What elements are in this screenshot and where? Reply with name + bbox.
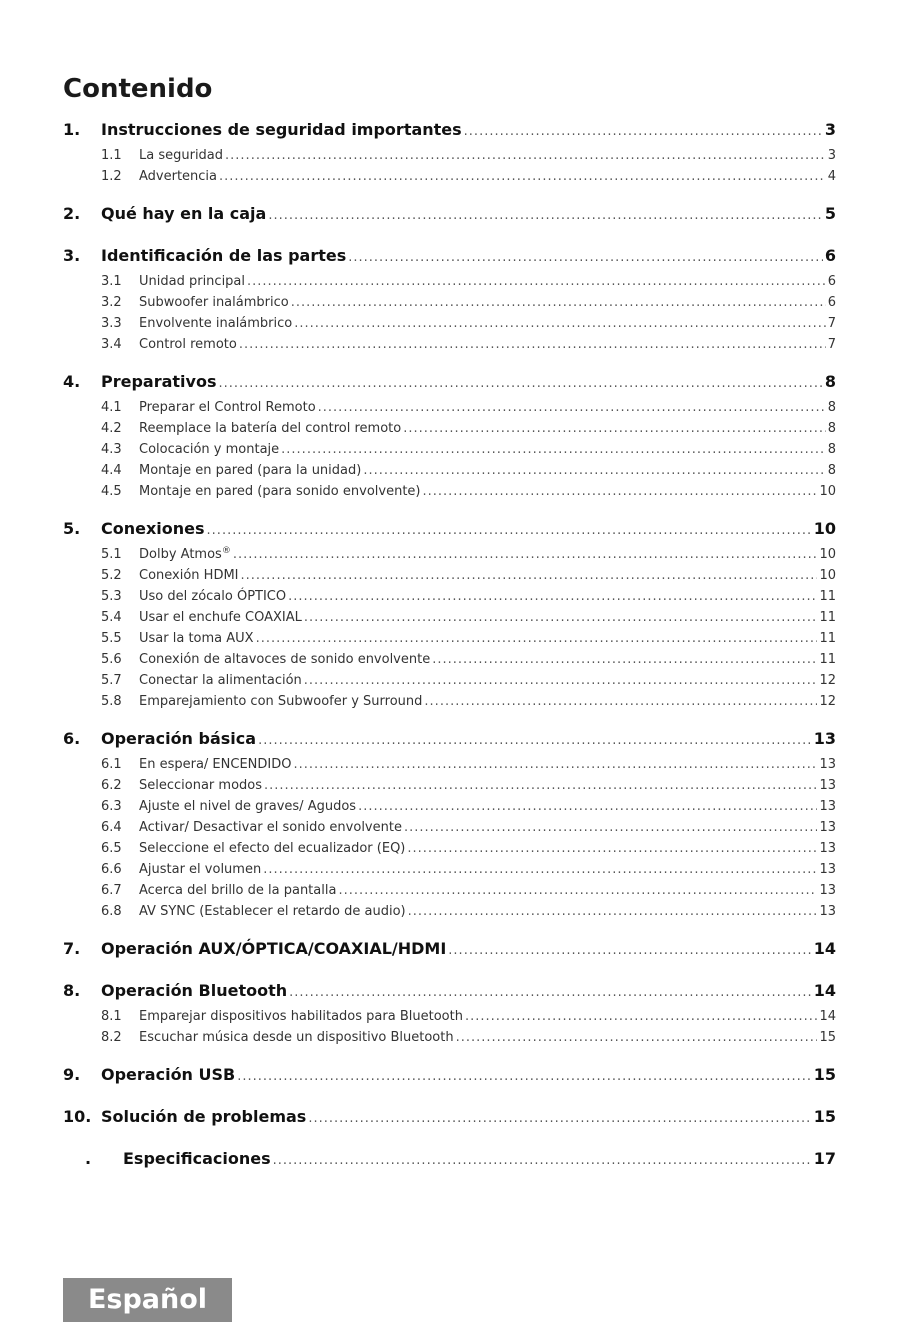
section-title: Operación básica	[101, 729, 257, 748]
toc-subentry[interactable]	[63, 586, 836, 607]
dot-leader	[423, 481, 818, 502]
toc-entry[interactable]	[63, 724, 836, 754]
toc-subentry[interactable]	[63, 418, 836, 439]
subsection-number: 5.3	[101, 589, 122, 604]
subsection-title	[139, 145, 223, 166]
page-number: 13	[819, 820, 836, 835]
dot-leader	[293, 754, 817, 775]
section-title: Solución de problemas	[101, 1107, 307, 1126]
section-number: 6.	[63, 729, 81, 748]
toc-subentry[interactable]	[63, 775, 836, 796]
subsection-number: 3.4	[101, 337, 122, 352]
toc-entry[interactable]	[63, 367, 836, 397]
page-number: 8	[827, 400, 836, 415]
toc-subentry[interactable]	[63, 481, 836, 502]
subsection-title-text: Emparejar dispositivos habilitados para Bluetooth	[139, 1009, 463, 1024]
subsection-title	[139, 649, 430, 670]
toc-subentry[interactable]	[63, 292, 836, 313]
subsection-title	[139, 880, 336, 901]
registered-mark: ®	[221, 546, 231, 556]
page-number: 10	[819, 547, 836, 562]
subsection-number: 6.6	[101, 862, 122, 877]
section-number: 10.	[63, 1107, 92, 1126]
dot-leader	[308, 1104, 811, 1134]
section-number: 3.	[63, 246, 81, 265]
subsection-title-text: AV SYNC (Establecer el retardo de audio)	[139, 904, 406, 919]
subsection-title	[139, 565, 239, 586]
dot-leader	[363, 460, 825, 481]
dot-leader	[247, 271, 826, 292]
section-title: Identificación de las partes	[101, 246, 347, 265]
page-number: 11	[819, 631, 836, 646]
subsection-number: 3.3	[101, 316, 122, 331]
page-number: 15	[813, 1107, 836, 1126]
dot-leader	[268, 201, 823, 231]
subsection-title-text: Ajustar el volumen	[139, 862, 262, 877]
table-of-contents	[63, 115, 836, 1186]
dot-leader	[239, 334, 826, 355]
dot-leader	[264, 775, 817, 796]
subsection-title	[139, 817, 402, 838]
toc-subentry[interactable]	[63, 880, 836, 901]
page-number: 4	[827, 169, 836, 184]
subsection-number: 1.1	[101, 148, 122, 163]
toc-subentry[interactable]	[63, 817, 836, 838]
subsection-title	[139, 418, 401, 439]
page-number: 6	[827, 295, 836, 310]
toc-subentry[interactable]	[63, 460, 836, 481]
page-number: 13	[819, 862, 836, 877]
subsection-number: 5.2	[101, 568, 122, 583]
subsection-title	[139, 838, 405, 859]
page-number: 14	[819, 1009, 836, 1024]
section-title: Operación Bluetooth	[101, 981, 288, 1000]
page-number: 11	[819, 589, 836, 604]
subsection-number: 3.2	[101, 295, 122, 310]
subsection-title	[139, 775, 262, 796]
subsection-title-text: Uso del zócalo ÓPTICO	[139, 589, 287, 604]
dot-leader	[358, 796, 817, 817]
dot-leader	[465, 1006, 818, 1027]
subsection-title	[139, 628, 254, 649]
toc-entry[interactable]	[63, 199, 836, 229]
toc-subentry[interactable]	[63, 271, 836, 292]
page-number: 15	[813, 1065, 836, 1084]
dot-leader	[219, 166, 826, 187]
subsection-title-text: Activar/ Desactivar el sonido envolvente	[139, 820, 402, 835]
dot-leader	[403, 418, 826, 439]
page-number: 5	[824, 204, 836, 223]
page-number: 13	[813, 729, 836, 748]
dot-leader	[348, 243, 823, 273]
dot-leader	[291, 292, 826, 313]
dot-leader	[318, 397, 826, 418]
language-tab: Español	[63, 1278, 232, 1322]
subsection-number: 5.4	[101, 610, 122, 625]
subsection-number: 3.1	[101, 274, 122, 289]
subsection-number: 8.2	[101, 1030, 122, 1045]
toc-subentry[interactable]	[63, 439, 836, 460]
section-number: .	[85, 1149, 92, 1168]
subsection-number: 8.1	[101, 1009, 122, 1024]
subsection-title-text: La seguridad	[139, 148, 224, 163]
subsection-number: 4.5	[101, 484, 122, 499]
subsection-number: 4.1	[101, 400, 122, 415]
subsection-title	[139, 544, 231, 565]
dot-leader	[404, 817, 817, 838]
subsection-number: 5.1	[101, 547, 122, 562]
section-title: Conexiones	[101, 519, 205, 538]
toc-section	[63, 199, 836, 229]
toc-section	[63, 115, 836, 187]
section-title: Especificaciones	[123, 1149, 271, 1168]
dot-leader	[258, 726, 812, 756]
subsection-number: 6.4	[101, 820, 122, 835]
page-number: 12	[819, 673, 836, 688]
subsection-title-text: Control remoto	[139, 337, 237, 352]
subsection-number: 6.1	[101, 757, 122, 772]
page-number: 17	[813, 1149, 836, 1168]
dot-leader	[407, 838, 817, 859]
subsection-title	[139, 754, 291, 775]
dot-leader	[281, 439, 826, 460]
toc-subentry[interactable]	[63, 901, 836, 922]
page-number: 3	[827, 148, 836, 163]
page-number: 6	[824, 246, 836, 265]
subsection-number: 5.5	[101, 631, 122, 646]
page-number: 14	[813, 939, 836, 958]
section-number: 4.	[63, 372, 81, 391]
toc-subentry[interactable]	[63, 397, 836, 418]
page-number: 8	[827, 421, 836, 436]
subsection-title-text: Reemplace la batería del control remoto	[139, 421, 402, 436]
toc-subentry[interactable]	[63, 166, 836, 187]
toc-subentry[interactable]	[63, 628, 836, 649]
subsection-title	[139, 1027, 454, 1048]
page-number: 3	[824, 120, 836, 139]
subsection-title-text: Montaje en pared (para la unidad)	[139, 463, 362, 478]
page-number: 13	[819, 757, 836, 772]
page-number: 11	[819, 610, 836, 625]
toc-section	[63, 367, 836, 502]
dot-leader	[207, 516, 812, 546]
toc-section	[63, 514, 836, 712]
subsection-title	[139, 313, 292, 334]
toc-entry[interactable]	[63, 241, 836, 271]
subsection-number: 5.6	[101, 652, 122, 667]
subsection-number: 6.7	[101, 883, 122, 898]
dot-leader	[456, 1027, 818, 1048]
subsection-title-text: Acerca del brillo de la pantalla	[139, 883, 337, 898]
subsection-title	[139, 859, 261, 880]
subsection-title	[139, 1006, 463, 1027]
page-number: 13	[819, 883, 836, 898]
dot-leader	[237, 1062, 812, 1092]
page-number: 10	[819, 484, 836, 499]
subsection-title	[139, 460, 361, 481]
subsection-title-text: Usar la toma AUX	[139, 631, 254, 646]
subsection-number: 4.4	[101, 463, 122, 478]
dot-leader	[304, 607, 818, 628]
section-title: Preparativos	[101, 372, 217, 391]
toc-subentry[interactable]	[63, 691, 836, 712]
toc-section	[63, 1060, 836, 1090]
subsection-title-text: Preparar el Control Remoto	[139, 400, 316, 415]
page-title: Contenido	[63, 74, 213, 104]
dot-leader	[241, 565, 818, 586]
subsection-title-text: En espera/ ENCENDIDO	[139, 757, 292, 772]
toc-subentry[interactable]	[63, 1027, 836, 1048]
toc-section	[63, 241, 836, 355]
subsection-title	[139, 292, 289, 313]
dot-leader	[408, 901, 818, 922]
dot-leader	[288, 586, 817, 607]
toc-subentry[interactable]	[63, 334, 836, 355]
toc-entry[interactable]	[63, 115, 836, 145]
subsection-number: 6.8	[101, 904, 122, 919]
section-number: 1.	[63, 120, 81, 139]
subsection-title	[139, 607, 302, 628]
dot-leader	[432, 649, 817, 670]
subsection-number: 5.8	[101, 694, 122, 709]
subsection-number: 4.2	[101, 421, 122, 436]
page-number: 13	[819, 799, 836, 814]
subsection-title-text: Usar el enchufe COAXIAL	[139, 610, 302, 625]
dot-leader	[233, 544, 818, 565]
dot-leader	[263, 859, 817, 880]
toc-subentry[interactable]	[63, 607, 836, 628]
toc-entry[interactable]	[63, 1102, 836, 1132]
dot-leader	[256, 628, 818, 649]
dot-leader	[289, 978, 812, 1008]
page-number: 13	[819, 841, 836, 856]
subsection-title	[139, 166, 217, 187]
subsection-title	[139, 439, 279, 460]
toc-subentry[interactable]	[63, 859, 836, 880]
subsection-title-text: Emparejamiento con Subwoofer y Surround	[139, 694, 423, 709]
dot-leader	[218, 369, 822, 399]
subsection-title-text: Conexión de altavoces de sonido envolvente	[139, 652, 431, 667]
toc-subentry[interactable]	[63, 544, 836, 565]
subsection-title-text: Montaje en pared (para sonido envolvente)	[139, 484, 421, 499]
toc-subentry[interactable]	[63, 565, 836, 586]
dot-leader	[424, 691, 817, 712]
page-number: 14	[813, 981, 836, 1000]
subsection-title-text: Unidad principal	[139, 274, 246, 289]
subsection-title	[139, 691, 422, 712]
dot-leader	[225, 145, 826, 166]
dot-leader	[464, 117, 823, 147]
dot-leader	[448, 936, 811, 966]
section-number: 8.	[63, 981, 81, 1000]
subsection-title-text: Seleccionar modos	[139, 778, 262, 793]
subsection-number: 5.7	[101, 673, 122, 688]
page-number: 7	[827, 316, 836, 331]
section-title: Instrucciones de seguridad importantes	[101, 120, 462, 139]
toc-subentry[interactable]	[63, 754, 836, 775]
subsection-title-text: Ajuste el nivel de graves/ Agudos	[139, 799, 357, 814]
subsection-title-text: Subwoofer inalámbrico	[139, 295, 289, 310]
subsection-number: 6.3	[101, 799, 122, 814]
page-number: 6	[827, 274, 836, 289]
dot-leader	[304, 670, 818, 691]
subsection-number: 6.5	[101, 841, 122, 856]
subsection-title-text: Envolvente inalámbrico	[139, 316, 293, 331]
subsection-title	[139, 901, 406, 922]
subsection-title-text: Colocación y montaje	[139, 442, 280, 457]
subsection-title-text: Dolby Atmos	[139, 547, 222, 562]
toc-entry[interactable]	[63, 934, 836, 964]
dot-leader	[294, 313, 825, 334]
toc-entry[interactable]	[63, 514, 836, 544]
toc-entry[interactable]	[63, 976, 836, 1006]
subsection-number: 1.2	[101, 169, 122, 184]
toc-entry[interactable]	[63, 1144, 836, 1174]
toc-section	[63, 1102, 836, 1132]
subsection-title	[139, 271, 245, 292]
dot-leader	[273, 1146, 812, 1176]
page-number: 8	[824, 372, 836, 391]
page-number: 10	[813, 519, 836, 538]
subsection-title-text: Escuchar música desde un dispositivo Bluetooth	[139, 1030, 454, 1045]
toc-subentry[interactable]	[63, 145, 836, 166]
page-number: 15	[819, 1030, 836, 1045]
subsection-title	[139, 796, 356, 817]
page-number: 13	[819, 778, 836, 793]
subsection-title-text: Seleccione el efecto del ecualizador (EQ)	[139, 841, 406, 856]
subsection-number: 4.3	[101, 442, 122, 457]
section-number: 2.	[63, 204, 81, 223]
toc-subentry[interactable]	[63, 670, 836, 691]
page-number: 12	[819, 694, 836, 709]
subsection-title	[139, 334, 237, 355]
subsection-title-text: Conectar la alimentación	[139, 673, 302, 688]
section-title: Operación USB	[101, 1065, 236, 1084]
subsection-title	[139, 397, 316, 418]
toc-subentry[interactable]	[63, 1006, 836, 1027]
toc-entry[interactable]	[63, 1060, 836, 1090]
subsection-title	[139, 586, 286, 607]
subsection-title	[139, 670, 302, 691]
section-number: 7.	[63, 939, 81, 958]
toc-subentry[interactable]	[63, 649, 836, 670]
subsection-title-text: Conexión HDMI	[139, 568, 239, 583]
page-number: 11	[819, 652, 836, 667]
toc-section	[63, 1144, 836, 1174]
toc-section	[63, 724, 836, 922]
page-number: 10	[819, 568, 836, 583]
subsection-title-text: Advertencia	[139, 169, 218, 184]
page-number: 8	[827, 463, 836, 478]
toc-subentry[interactable]	[63, 838, 836, 859]
page-number: 7	[827, 337, 836, 352]
toc-subentry[interactable]	[63, 313, 836, 334]
subsection-number: 6.2	[101, 778, 122, 793]
toc-section	[63, 976, 836, 1048]
section-number: 9.	[63, 1065, 81, 1084]
section-title: Operación AUX/ÓPTICA/COAXIAL/HDMI	[101, 939, 447, 958]
toc-subentry[interactable]	[63, 796, 836, 817]
toc-section	[63, 934, 836, 964]
section-title: Qué hay en la caja	[101, 204, 267, 223]
section-number: 5.	[63, 519, 81, 538]
page-number: 8	[827, 442, 836, 457]
subsection-title	[139, 481, 421, 502]
page-number: 13	[819, 904, 836, 919]
dot-leader	[338, 880, 817, 901]
